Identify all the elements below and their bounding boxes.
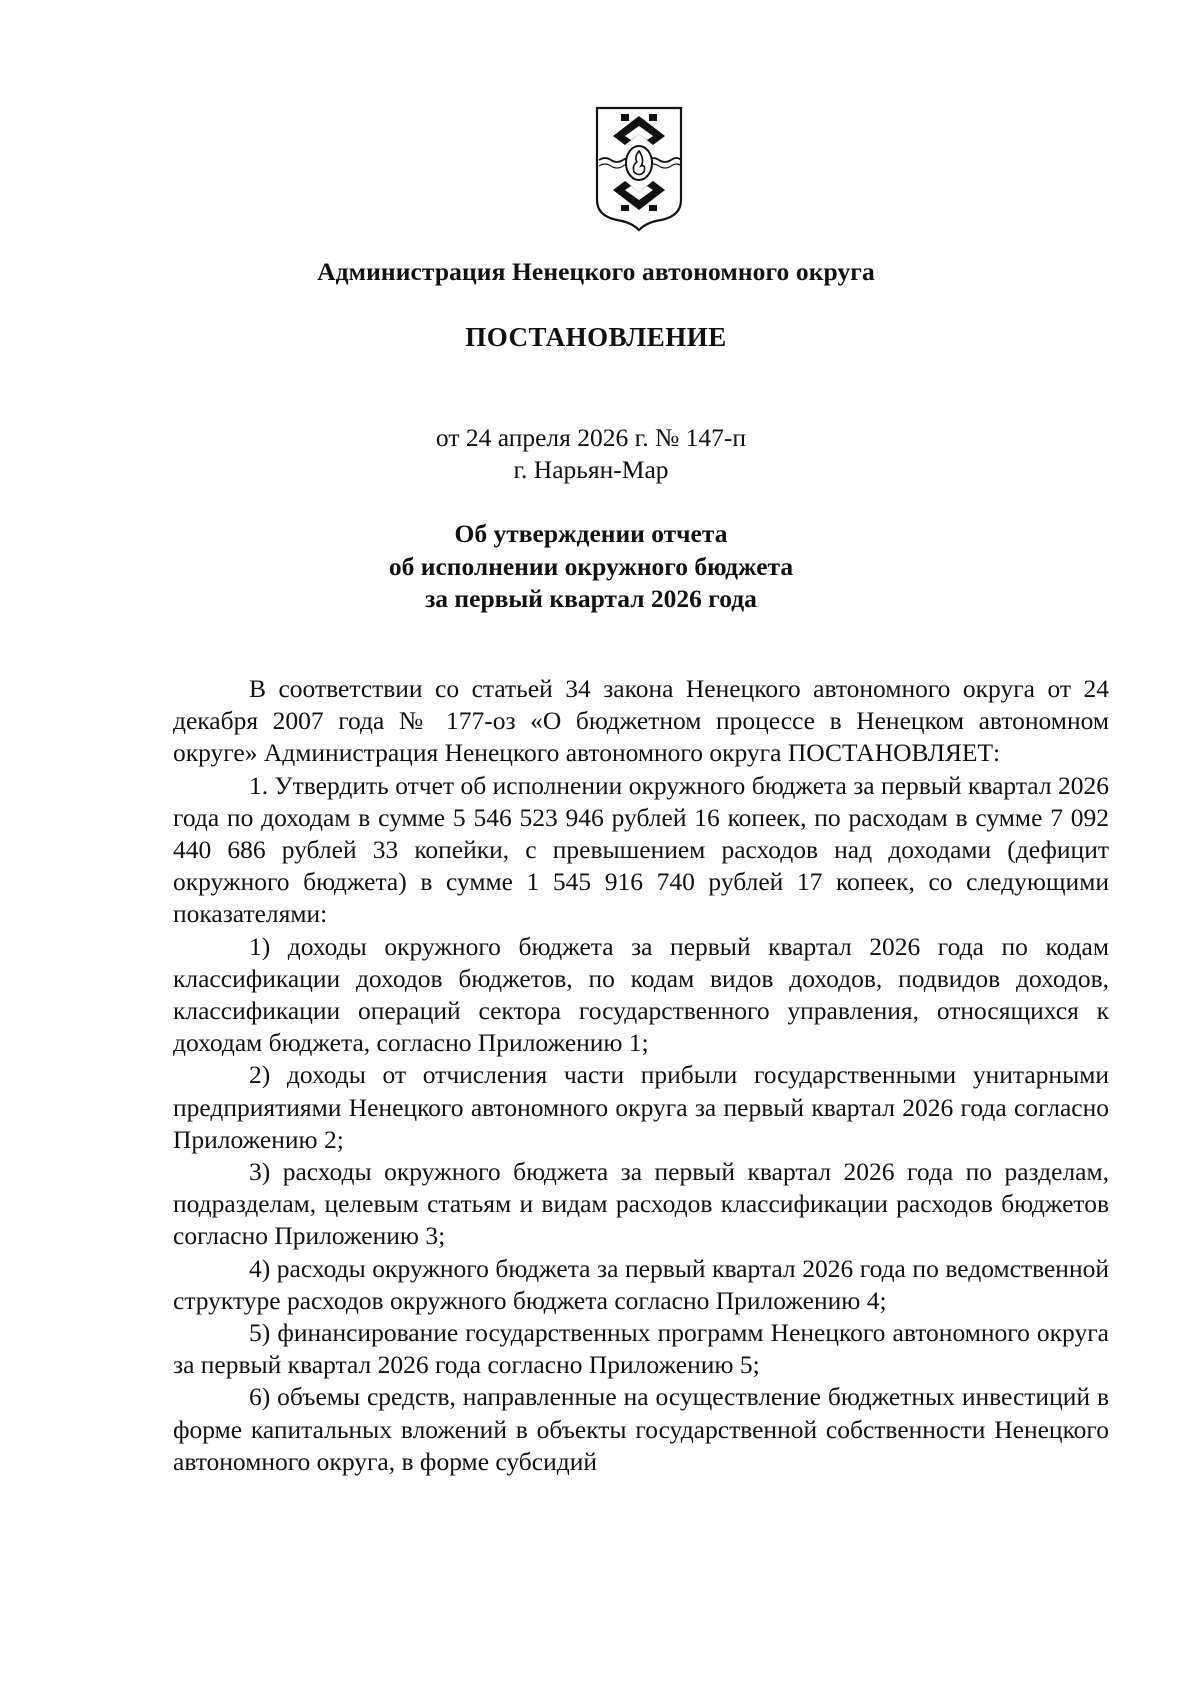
subject-line: Об утверждении отчета xyxy=(454,519,728,548)
document-type-heading: ПОСТАНОВЛЕНИЕ xyxy=(465,322,727,352)
preamble-paragraph: В соответствии со статьей 34 закона Ненецкого автономного округа от 24 декабря 2007 года № 177-оз «О бюджетном процессе в Ненецком автономном округе» Администрация Ненецкого автономного округа ПОСТАНОВЛЯЕТ: xyxy=(173,674,1109,768)
date-number-line: от 24 апреля 2026 г. № 147-п xyxy=(435,423,747,452)
document-body xyxy=(173,673,1109,1478)
subitem-paragraph: 2) доходы от отчисления части прибыли государственными унитарными предприятиями Ненецкого автономного округа за первый квартал 2026 года согласно Приложению 2; xyxy=(173,1060,1109,1154)
item-paragraph: 1. Утвердить отчет об исполнении окружного бюджета за первый квартал 2026 года по доходам в сумме 5 546 523 946 рублей 16 копеек, по расходам в сумме 7 092 440 686 рублей 33 копейки, с превышением расходов над доходами (дефицит окружного бюджета) в сумме 1 545 916 740 рублей 17 копеек, со следующими показателями: xyxy=(173,770,1109,929)
organization-heading: Администрация Ненецкого автономного округа xyxy=(317,257,875,286)
date-and-place-block xyxy=(0,422,1182,486)
subitem-paragraph: 3) расходы окружного бюджета за первый квартал 2026 года по разделам, подразделам, целевым статьям и видам расходов классификации расходов бюджетов согласно Приложению 3; xyxy=(173,1157,1109,1251)
subitem-paragraph: 4) расходы окружного бюджета за первый квартал 2026 года по ведомственной структуре расходов окружного бюджета согласно Приложению 4; xyxy=(173,1253,1109,1315)
subitem-paragraph: 6) объемы средств, направленные на осуществление бюджетных инвестиций в форме капитальных вложений в объекты государственной собственности Ненецкого автономного округа, в форме субсидий xyxy=(173,1382,1109,1476)
document-subject-title xyxy=(0,518,1182,616)
subitem-paragraph: 1) доходы окружного бюджета за первый квартал 2026 года по кодам классификации доходов бюджетов, по кодам видов доходов, подвидов доходов, классификации операций сектора государственного управления, относящихся к доходам бюджета, согласно Приложению 1; xyxy=(173,931,1109,1058)
city-line: г. Нарьян-Мар xyxy=(513,455,669,484)
subitem-paragraph: 5) финансирование государственных программ Ненецкого автономного округа за первый квартал 2026 года согласно Приложению 5; xyxy=(173,1318,1109,1380)
subject-line: об исполнении окружного бюджета xyxy=(388,551,794,581)
coat-of-arms-icon xyxy=(591,104,687,232)
subject-line: за первый квартал 2026 года xyxy=(425,584,757,613)
